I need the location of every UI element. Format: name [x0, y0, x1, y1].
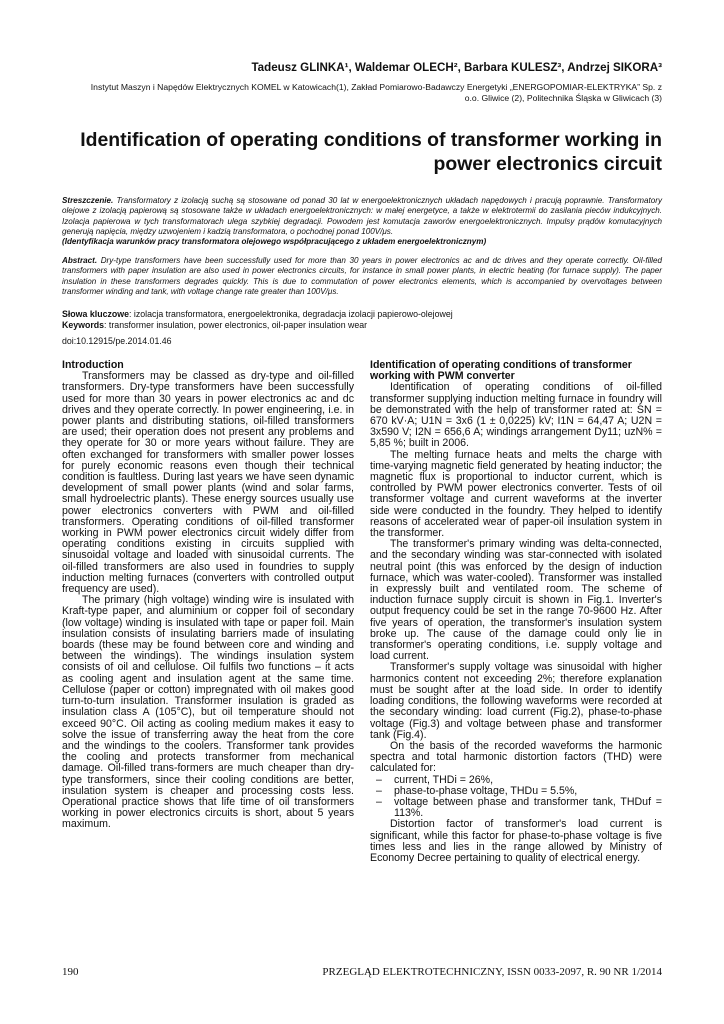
authors-line: Tadeusz GLINKA¹, Waldemar OLECH², Barbara KULESZ³, Andrzej SIKORA³	[251, 61, 662, 74]
list-item: – phase-to-phase voltage, THDu = 5.5%,	[376, 784, 578, 797]
identification-heading: Identification of operating conditions of transformer working with PWM converter	[370, 359, 632, 383]
identification-paragraph-4: Transformer's supply voltage was sinusoidal with higher harmonics content not exceeding 2%; therefore explanation must be sought after at the load side. In order to identify loading conditions, the following waveforms were recorded at the secondary winding: load current (Fig.2), phase-to-phase voltage (Fig.3) and voltage between phase and transformer tank (Fig.4).	[370, 661, 662, 741]
intro-paragraph-1: Transformers may be classed as dry-type and oil-filled transformers. Dry-type transformers have been successfully used for more than 30 years in power electronics ac and dc drives and they operate correctly. In power engineering, i.e. in power plants and distributing stations, oil-filled transformers are used; their operation does not present any problems and they operate for 30 or more years without failure. They are often exchanged for transformers with smaller power losses for purely economic reasons even though their technical condition is faultless. During last years we have seen dynamic development of small power plants (wind and solar farms, small hydroelectric plants). These energy sources usually use power electronics converters with PWM and oil-filled transformers. Operating conditions of oil-filled transformer working in PWM power electronics circuit widely differ from operating conditions existing in circuits supplied with sinusoidal voltage and loaded with sinusoidal currents. The oil-filled transformers are also used in foundries to supply induction melting furnaces (converters with controlled output frequency are used).	[62, 370, 354, 596]
keywords-en-text: : transformer insulation, power electronics, oil-paper insulation wear	[104, 320, 368, 330]
list-item: – current, THDi = 26%,	[376, 773, 494, 786]
abstract-text: Dry-type transformers have been successfully used for more than 30 years in power electronics ac and dc drives and they operate correctly. Oil-filled transformers with paper insulation are also used in power electronics circuits, for instance in small power plants, in electric heating (for furnace supply). The paper insulation in these transformers degrades quickly. This is due to commutation of power electronics elements, which is accompanied by overvoltages between transformer winding and tank, with voltage change rate greater than 100V/μs.	[62, 256, 662, 296]
keywords-block	[62, 309, 662, 331]
identification-paragraph-1: Identification of operating conditions of oil-filled transformer supplying induction melting furnace in foundry will be demonstrated with the help of transformer rated at: SN = 670 kV·A; U1N = 3x6 (1 ± 0,0225) kV; I1N = 64,47 A; U2N = 3x590 V; I2N = 656,6 A; windings arrangement Dy11; uzN% = 5,85 %; built in 2006.	[370, 381, 662, 450]
page-number: 190	[62, 966, 79, 978]
streszczenie-title-pl: (Identyfikacja warunków pracy transformatora olejowego współpracującego z układem energoelektronicznym)	[62, 237, 487, 247]
affiliations: Instytut Maszyn i Napędów Elektrycznych KOMEL w Katowicach(1), Zakład Pomiarowo-Badawczy Energetyki „ENERGOPOMIAR-ELEKTRYKA” Sp. z o.o. Gliwice (2), Politechnika Śląska w Gliwicach (3)	[90, 82, 662, 103]
paper-title: Identification of operating conditions of transformer working in power electronics circuit	[80, 129, 662, 175]
keywords-pl-text: : izolacja transformatora, energoelektronika, degradacja izolacji papierowo-olejowej	[128, 309, 453, 319]
keywords-en-label: Keywords	[62, 320, 105, 330]
streszczenie-text: Transformatory z izolacją suchą są stosowane od ponad 30 lat w energoelektronicznych układach napędowych i pracują poprawnie. Transformatory olejowe z izolacją papierową są stosowane także w układach energoelektronicznych: w małej energetyce, a także w elektrotermii do zasilania pieców indukcyjnych. Izolacja papierowa w tych transformatorach ulega szybkiej degradacji. Powodem jest komutacja zaworów energoelektronicznych. Impulsy prądów komutacyjnych generują napięcia, między uzwojeniem i kadzią transformatora, o pochodnej ponad 100V/μs.	[62, 196, 662, 236]
abstract-label: Abstract.	[62, 256, 98, 265]
list-item: – voltage between phase and transformer tank, THDuf = 113%.	[376, 795, 662, 820]
right-column	[370, 360, 662, 864]
doi: doi:10.12915/pe.2014.01.46	[62, 336, 172, 346]
identification-paragraph-3: The transformer's primary winding was delta-connected, and the secondary winding was star-connected with isolated neutral point (this was enforced by the design of induction furnace, which was water-cooled). Transformer was installed in expressly built and ventilated room. The scheme of induction furnace supply circuit is shown in Fig.1. Inverter's output frequency could be set in the range 70-9600 Hz. After five years of operation, the transformer's insulation system broke up. The cause of the damage could only lie in transformer's operating conditions, i.e. supply voltage and load current.	[370, 538, 662, 663]
intro-paragraph-2: The primary (high voltage) winding wire is insulated with Kraft-type paper, and aluminium or copper foil of secondary (low voltage) winding is insulated with tape or paper foil. Main insulation consists of insulating barriers made of insulating boards (these may be found between core and winding and between the windings). The windings insulation system consists of oil and cellulose. Oil fulfils two functions – it acts as cooling agent and insulation agent at the same time. Cellulose (paper or cotton) impregnated with oil makes good turn-to-turn insulation. Transformer insulation is graded as insulation class A (105°C), but oil temperature should not exceed 90°C. Oil acting as cooling medium makes it easy to solve the issue of transferring away the heat from the core and the windings to the coolers. Transformer tank provides the cooling and protects transformer from mechanical damage. Oil-filled trans-formers are much cheaper than dry-type transformers, since their cooling conditions are better, insulation system is cheaper and processing costs less. Operational practice shows that life time of oil transformers working in power electronics circuits is short, about 5 years maximum.	[62, 594, 354, 831]
identification-paragraph-5: On the basis of the recorded waveforms the harmonic spectra and total harmonic distortion factors (THD) were calculated for:	[370, 739, 662, 775]
streszczenie-block	[62, 196, 662, 247]
identification-paragraph-6: Distortion factor of transformer's load current is significant, while this factor for phase-to-phase voltage is five times less and lies in the range allowed by Ministry of Economy Decree pertaining to quality of electrical energy.	[370, 818, 662, 864]
streszczenie-label: Streszczenie.	[62, 196, 114, 205]
abstract-block	[62, 256, 662, 297]
intro-heading: Introduction	[62, 359, 124, 371]
thd-list	[370, 775, 662, 820]
journal-reference: PRZEGLĄD ELEKTROTECHNICZNY, ISSN 0033-2097, R. 90 NR 1/2014	[322, 966, 662, 978]
identification-paragraph-2: The melting furnace heats and melts the charge with time-varying magnetic field generated by heating inductor; the magnetic flux is proportional to inductor current, which is controlled by PWM power electronics converter. Tests of oil transformer voltage and current waveforms at the inverter side were conducted in the foundry. They helped to identify reasons of accelerated wear of paper-oil insulation system in the transformer.	[370, 448, 662, 540]
left-column	[62, 360, 354, 831]
keywords-pl-label: Słowa kluczowe	[62, 309, 129, 319]
